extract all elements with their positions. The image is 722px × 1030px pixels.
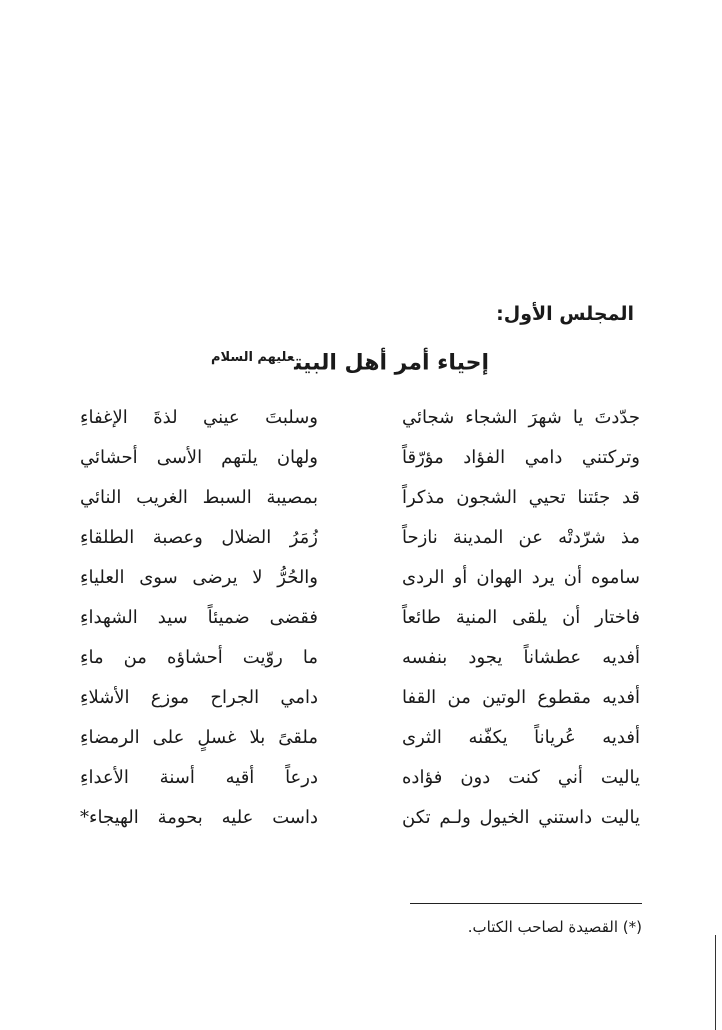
section-heading: المجلس الأول: — [496, 303, 634, 325]
second-hemistich: ملقىً بلا غسلٍ على الرمضاءِ — [80, 727, 318, 748]
verse — [80, 678, 640, 718]
second-hemistich: بمصيبة السبط الغريب النائي — [80, 487, 318, 508]
verse — [80, 478, 640, 518]
first-hemistich: ياليت أني كنت دون فؤاده — [402, 767, 640, 788]
footnote-divider — [410, 903, 642, 904]
footnote: (*) القصيدة لصاحب الكتاب. — [467, 918, 642, 936]
first-hemistich: أفديه عطشاناً يجود بنفسه — [402, 647, 640, 668]
verse — [80, 558, 640, 598]
second-hemistich: وسلبتَ عيني لذةَ الإغفاءِ — [80, 407, 318, 428]
second-hemistich: داست عليه بحومة الهيجاء* — [80, 807, 318, 828]
first-hemistich: ساموه أن يرد الهوان أو الردى — [402, 567, 640, 588]
second-hemistich: درعاً أقيه أسنة الأعداءِ — [80, 767, 318, 788]
poem-verses — [80, 398, 640, 838]
verse — [80, 398, 640, 438]
first-hemistich: وتركتني دامي الفؤاد مؤرّقاً — [402, 447, 640, 468]
verse — [80, 518, 640, 558]
verse — [80, 718, 640, 758]
verse — [80, 438, 640, 478]
verse — [80, 638, 640, 678]
first-hemistich: فاختار أن يلقى المنية طائعاً — [402, 607, 640, 628]
poem-title-text: إحياء أمر أهل البيت — [294, 350, 490, 376]
first-hemistich: أفديه عُرياناً يكفّنه الثرى — [402, 727, 640, 748]
verse — [80, 598, 640, 638]
second-hemistich: ولهان يلتهم الأسى أحشائي — [80, 447, 318, 468]
poem-title — [150, 350, 550, 375]
first-hemistich: ياليت داستني الخيول ولـم تكن — [402, 807, 640, 828]
verse — [80, 758, 640, 798]
first-hemistich: جدّدتَ يا شهرَ الشجاء شجائي — [402, 407, 640, 428]
second-hemistich: فقضى ضميئاً سيد الشهداءِ — [80, 607, 318, 628]
verse — [80, 798, 640, 838]
second-hemistich: دامي الجراح موزع الأشلاءِ — [80, 687, 318, 708]
second-hemistich: زُمَرُ الضلال وعصبة الطلقاءِ — [80, 527, 318, 548]
first-hemistich: مذ شرّدتْه عن المدينة نازحاً — [402, 527, 640, 548]
first-hemistich: قد جئتنا تحيي الشجون مذكراً — [402, 487, 640, 508]
page-edge-line — [715, 935, 716, 1030]
first-hemistich: أفديه مقطوع الوتين من القفا — [402, 687, 640, 708]
second-hemistich: والحُرُّ لا يرضى سوى العلياءِ — [80, 567, 318, 588]
second-hemistich: ما روّيت أحشاؤه من ماءِ — [80, 647, 318, 668]
honorific-mark: عليهم السلام — [210, 350, 295, 365]
